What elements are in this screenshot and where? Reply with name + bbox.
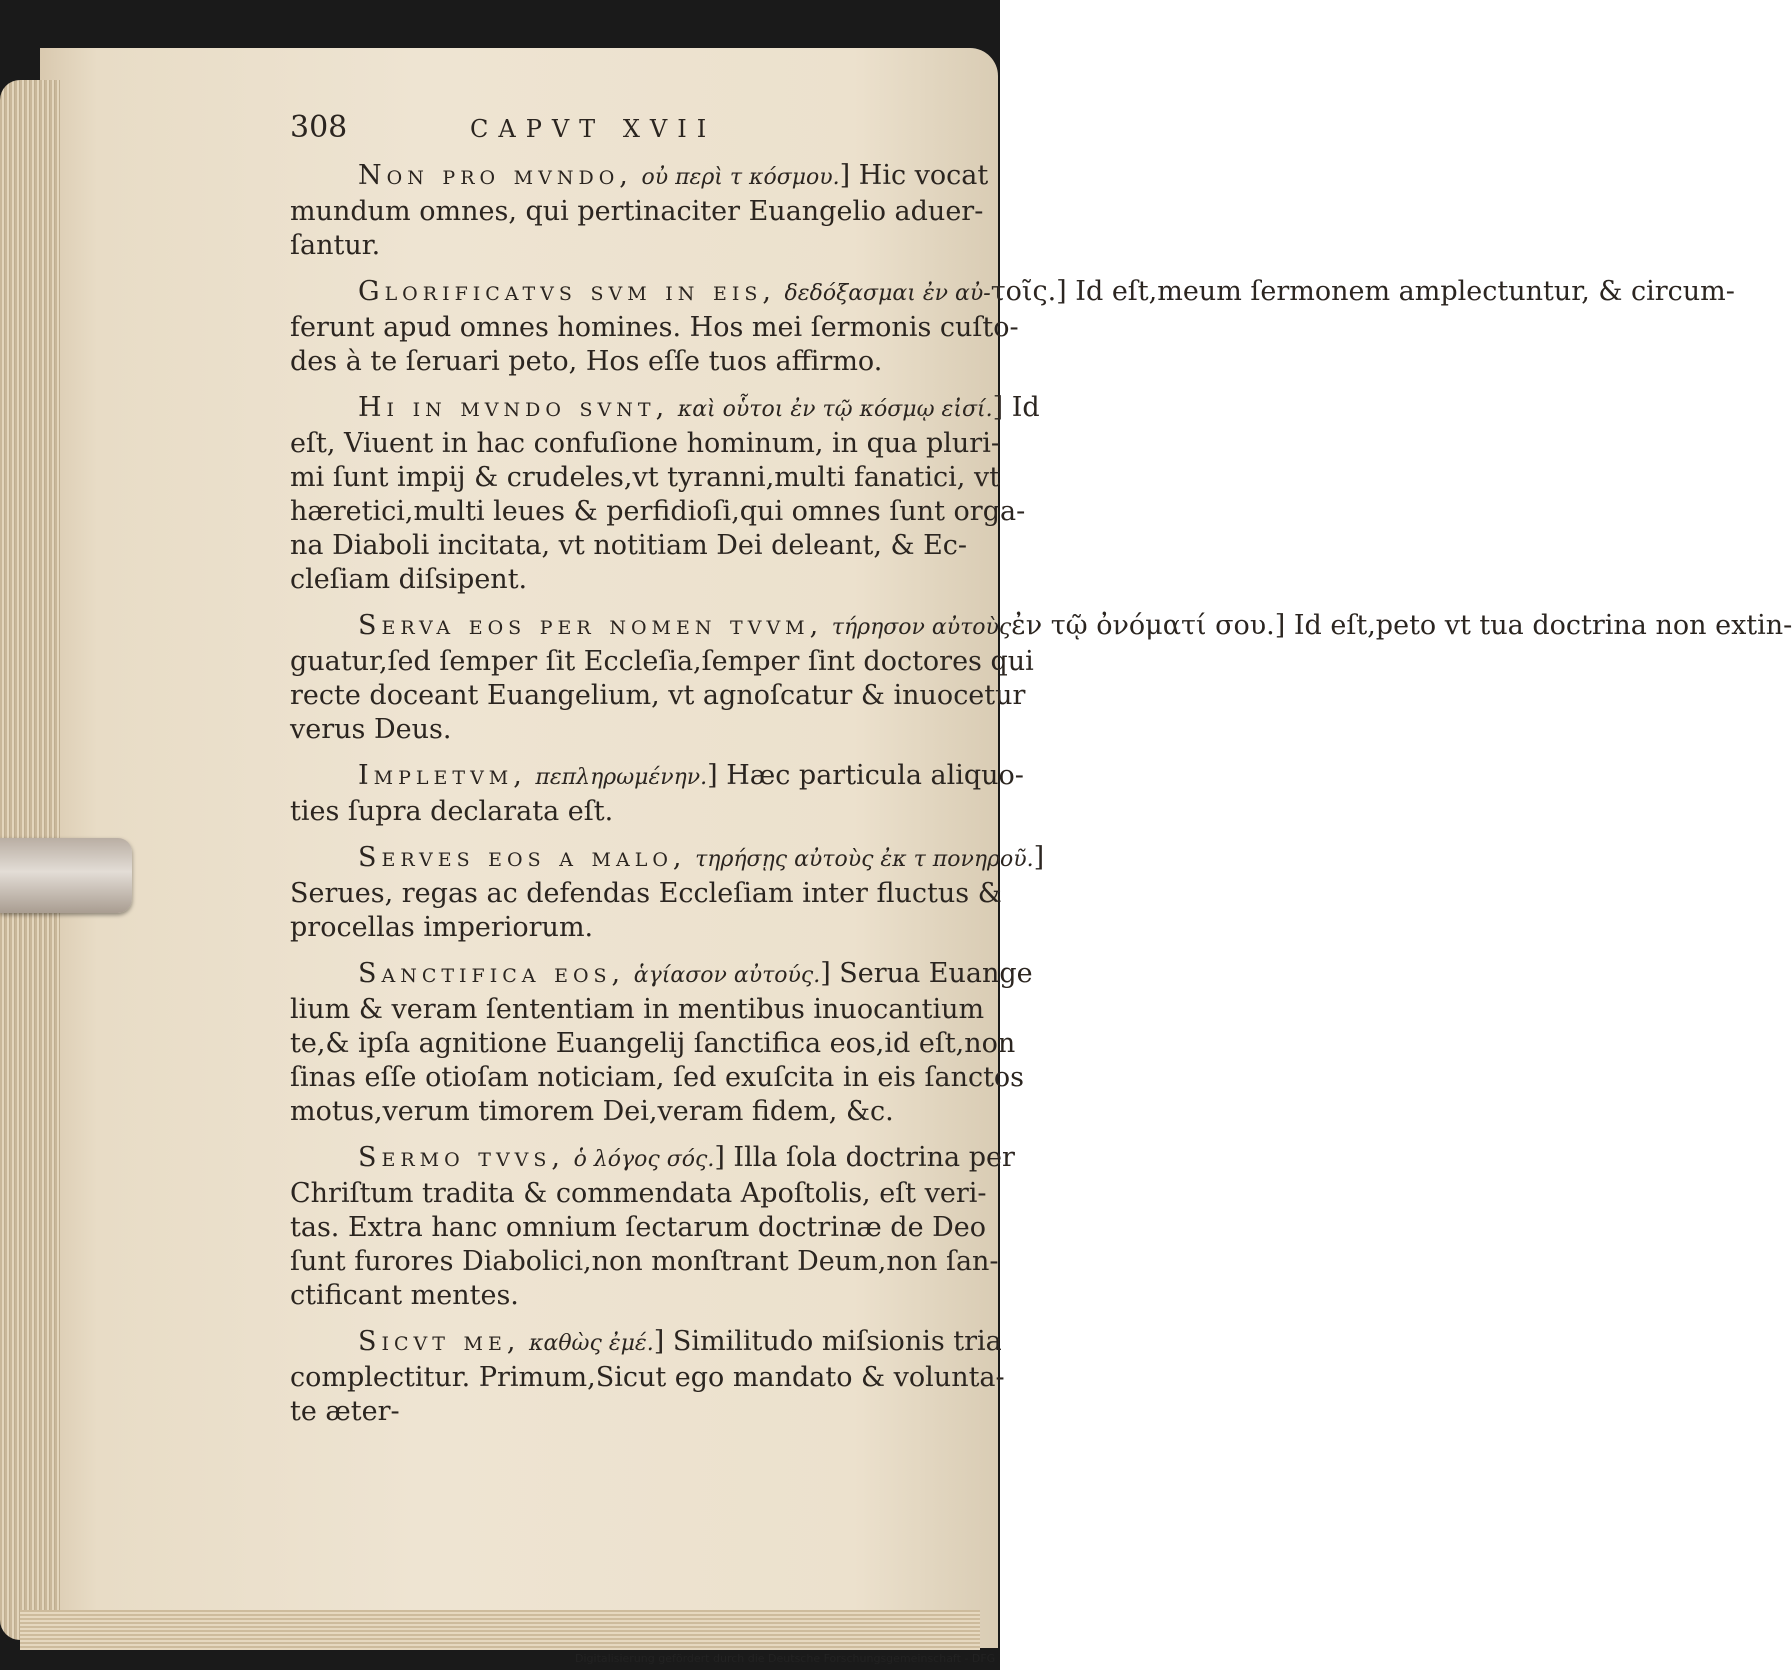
bottom-page-edges (20, 1610, 980, 1650)
text-line: ] Hæc particula aliquo- (707, 760, 1024, 791)
greek-quotation: τήρησον αὐτοὺς (831, 615, 1012, 640)
lemma: Sicvt me, (358, 1326, 521, 1357)
commentary-paragraph (290, 391, 1040, 597)
paragraph-first-line (290, 275, 1735, 311)
page-header (290, 110, 990, 145)
text-line: Serues, regas ac defendas Eccleſiam inter fluctus & (290, 878, 1002, 909)
text-line: mi ſunt impij & crudeles,vt tyranni,multi fanatici, vt (290, 462, 1001, 493)
text-line: ἐν τῷ ὀνόματί σου.] Id eſt,peto vt tua doctrina non extin- (1011, 610, 1792, 641)
lemma: Sanctifica eos, (358, 958, 626, 989)
greek-quotation: ὁ λόγος σός. (573, 1147, 715, 1172)
paragraph-first-line (290, 1141, 1015, 1177)
commentary-paragraph (290, 159, 990, 263)
paragraph-first-line (290, 159, 990, 195)
text-line: cleſiam diſsipent. (290, 564, 528, 595)
text-line: ties ſupra declarata eſt. (290, 796, 614, 827)
text-line: tas. Extra hanc omnium ſectarum doctrinæ de Deo (290, 1212, 987, 1243)
text-line: recte doceant Euangelium, vt agnoſcatur & inuocetur (290, 680, 1026, 711)
paragraph-first-line (290, 609, 1792, 645)
text-line: hæretici,multi leues & perfidioſi,qui omnes ſunt orga- (290, 496, 1026, 527)
greek-quotation: οὐ περὶ τ κόσμου. (641, 165, 840, 190)
page-clip (0, 838, 132, 913)
text-line: na Diaboli incitata, vt notitiam Dei deleant, & Ec- (290, 530, 968, 561)
lemma: Non pro mvndo, (358, 160, 633, 191)
text-line: procellas imperiorum. (290, 912, 594, 943)
commentary-paragraph (290, 841, 1045, 945)
page-text (290, 110, 1792, 1441)
text-line: motus,verum timorem Dei,veram fidem, &c. (290, 1096, 894, 1127)
greek-quotation: τηρήσῃς αὐτοὺς ἐκ τ πονηροῦ. (695, 847, 1034, 872)
paragraph-first-line (290, 391, 1040, 427)
text-line: ctificant mentes. (290, 1280, 519, 1311)
commentary-body (290, 159, 1792, 1429)
commentary-paragraph (290, 275, 1735, 379)
text-line: te æter- (290, 1396, 400, 1427)
text-line: ſunt furores Diabolici,non monſtrant Deum,non ſan- (290, 1246, 999, 1277)
commentary-paragraph (290, 1325, 1005, 1429)
lemma: Serva eos per nomen tvvm, (358, 610, 824, 641)
lemma: Hi in mvndo svnt, (358, 392, 670, 423)
text-line: ] Illa ſola doctrina per (714, 1142, 1015, 1173)
paragraph-first-line (290, 841, 1045, 877)
text-line: Chriſtum tradita & commendata Apoſtolis, eſt veri- (290, 1178, 987, 1209)
paragraph-first-line (290, 759, 1024, 795)
text-line: des à te ſeruari peto, Hos eſſe tuos affirmo. (290, 346, 883, 377)
lemma: Serves eos a malo, (358, 842, 687, 873)
text-line: mundum omnes, qui pertinaciter Euangelio aduer- (290, 196, 984, 227)
text-line: ferunt apud omnes homines. Hos mei ſermonis cuſto- (290, 312, 1019, 343)
lemma: Glorificatvs svm in eis, (358, 276, 776, 307)
page-number: 308 (290, 110, 348, 145)
text-line: ] Serua Euange (820, 958, 1033, 989)
greek-quotation: καὶ οὗτοι ἐν τῷ κόσμῳ εἰσί. (677, 397, 993, 422)
text-line: ſinas eſſe otioſam noticiam, ſed exuſcita in eis ſanctos (290, 1062, 1025, 1093)
commentary-paragraph (290, 609, 1792, 747)
greek-quotation: δεδόξασμαι ἐν αὐ- (784, 281, 991, 306)
text-line: te,& ipſa agnitione Euangelij ſanctifica eos,id eſt,non (290, 1028, 1016, 1059)
text-line: ] Id (992, 392, 1040, 423)
commentary-paragraph (290, 759, 1024, 829)
text-line: ſantur. (290, 230, 381, 261)
text-line: ] Similitudo miſsionis tria (653, 1326, 1002, 1357)
text-line: ] Hic vocat (839, 160, 989, 191)
lemma: Impletvm, (358, 760, 527, 791)
paragraph-first-line (290, 1325, 1002, 1361)
text-line: eſt, Viuent in hac confuſione hominum, in qua pluri- (290, 428, 1000, 459)
text-line: verus Deus. (290, 714, 452, 745)
text-line: lium & veram ſententiam in mentibus inuocantium (290, 994, 985, 1025)
text-line: τοῖς.] Id eſt,meum ſermonem amplectuntur, & circum- (990, 276, 1735, 307)
paragraph-first-line (290, 957, 1033, 993)
lemma: Sermo tvvs, (358, 1142, 565, 1173)
dfg-footer: Digitalisierung gefördert durch die Deutsche Forschungsgemeinschaft - DFG (575, 1652, 996, 1665)
greek-quotation: πεπληρωμένην. (535, 765, 708, 790)
greek-quotation: ἁγίασον αὐτούς. (633, 963, 821, 988)
greek-quotation: καθὼς ἐμέ. (529, 1331, 654, 1356)
commentary-paragraph (290, 1141, 1015, 1313)
commentary-paragraph (290, 957, 1033, 1129)
text-line: ] (1033, 842, 1045, 873)
text-line: complectitur. Primum,Sicut ego mandato & volunta- (290, 1362, 1005, 1393)
running-title: CAPVT XVII (470, 115, 717, 143)
text-line: guatur,ſed ſemper ſit Eccleſia,ſemper ſint doctores qui (290, 646, 1034, 677)
